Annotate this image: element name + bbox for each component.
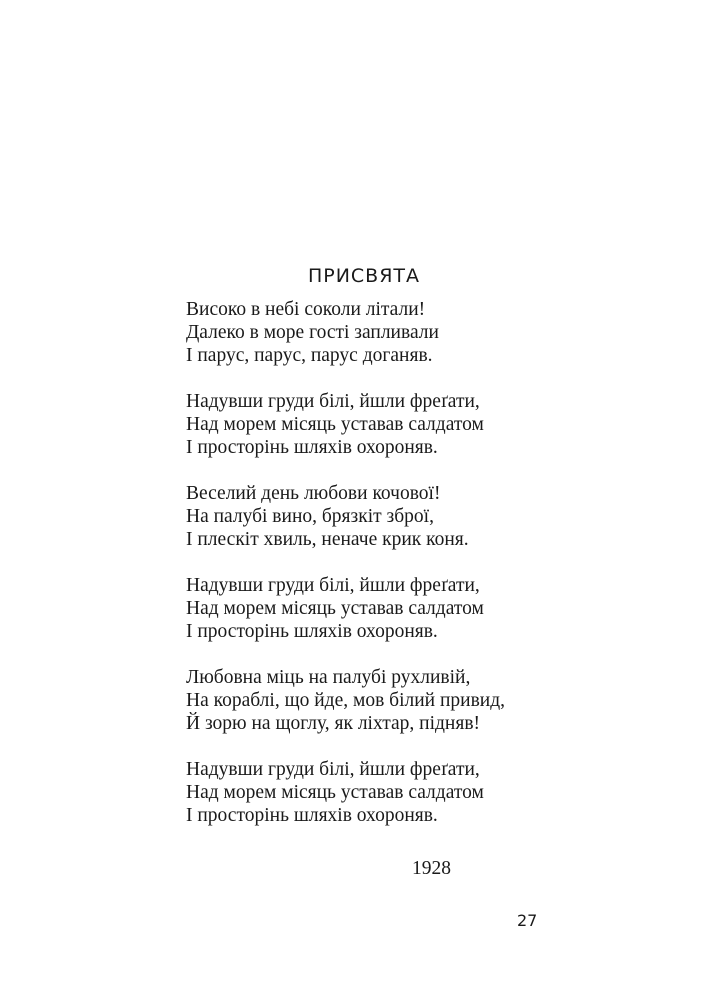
poem-line: І просторінь шляхів охороняв. bbox=[186, 621, 438, 642]
poem-line: Над морем місяць уставав салдатом bbox=[186, 782, 484, 803]
stanza-1 bbox=[186, 298, 586, 367]
poem-body bbox=[186, 298, 586, 850]
poem-line: І просторінь шляхів охороняв. bbox=[186, 437, 438, 458]
poem-line: Надувши груди білі, йшли фреґати, bbox=[186, 391, 480, 412]
poem-line: Високо в небі соколи літали! bbox=[186, 299, 426, 320]
poem-line: Над морем місяць уставав салдатом bbox=[186, 598, 484, 619]
poem-line: Й зорю на щоглу, як ліхтар, підняв! bbox=[186, 713, 481, 734]
stanza-3 bbox=[186, 482, 586, 551]
stanza-2 bbox=[186, 390, 586, 459]
poem-year: 1928 bbox=[412, 858, 451, 879]
page-number: 27 bbox=[517, 911, 538, 930]
poem-line: На кораблі, що йде, мов білий привид, bbox=[186, 690, 506, 711]
poem-line: Над морем місяць уставав салдатом bbox=[186, 414, 484, 435]
stanza-6 bbox=[186, 758, 586, 827]
poem-line: Веселий день любови кочової! bbox=[186, 483, 441, 504]
poem-line: І просторінь шляхів охороняв. bbox=[186, 805, 438, 826]
stanza-4 bbox=[186, 574, 586, 643]
poem-line: І плескіт хвиль, неначе крик коня. bbox=[186, 529, 469, 550]
poem-line: На палубі вино, брязкіт зброї, bbox=[186, 506, 434, 527]
poem-line: Надувши груди білі, йшли фреґати, bbox=[186, 759, 480, 780]
stanza-5 bbox=[186, 666, 586, 735]
poem-line: Любовна міць на палубі рухливій, bbox=[186, 667, 471, 688]
poem-line: Далеко в море гості запливали bbox=[186, 322, 439, 343]
poem-line: І парус, парус, парус доганяв. bbox=[186, 345, 433, 366]
poem-title: ПРИСВЯТА bbox=[307, 265, 421, 287]
poem-line: Надувши груди білі, йшли фреґати, bbox=[186, 575, 480, 596]
